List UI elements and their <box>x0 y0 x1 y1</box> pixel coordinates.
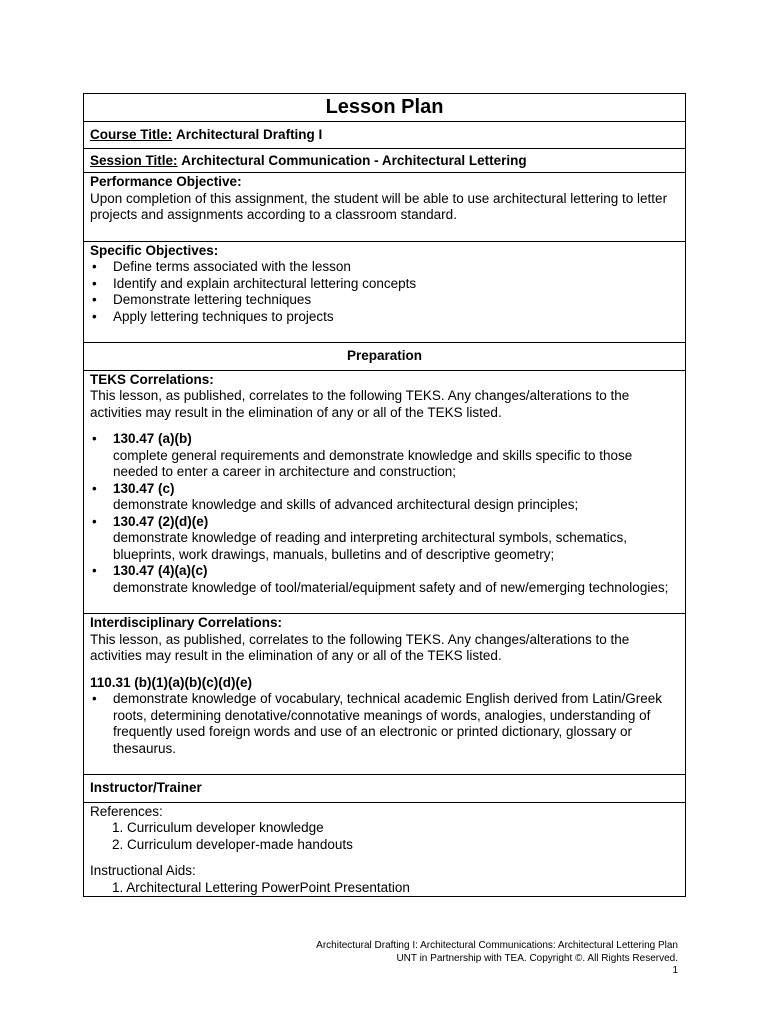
teks-correlations-cell <box>84 370 686 614</box>
teks-description: demonstrate knowledge and skills of advanced architectural design principles; <box>113 497 579 512</box>
list-item <box>90 481 679 514</box>
page-footer <box>316 940 678 978</box>
specific-objectives-heading: Specific Objectives: <box>90 242 219 258</box>
list-item <box>90 514 679 564</box>
interdisciplinary-heading: Interdisciplinary Correlations: <box>90 615 283 630</box>
page-number: 1 <box>672 965 678 976</box>
preparation-cell <box>84 343 686 371</box>
list-item: • Apply lettering techniques to projects <box>90 309 679 326</box>
teks-heading: TEKS Correlations: <box>90 371 214 387</box>
list-item: • Identify and explain architectural lettering concepts <box>90 276 679 293</box>
performance-objective-cell <box>84 173 686 242</box>
list-item: 1. Curriculum developer knowledge <box>112 820 324 835</box>
list-item: 1. Architectural Lettering PowerPoint Presentation <box>112 879 410 895</box>
list-item: • Define terms associated with the lesson <box>90 259 679 276</box>
performance-objective-text: Upon completion of this assignment, the student will be able to use architectural lettering to letter projects and assignments according to a classroom standard. <box>90 190 668 222</box>
teks-intro: This lesson, as published, correlates to the following TEKS. Any changes/alterations to the activities may result in the elimination of any or all of the TEKS listed. <box>90 388 630 420</box>
footer-document-title: Architectural Drafting I: Architectural Communications: Architectural Lettering Plan <box>316 940 678 951</box>
preparation-heading: Preparation <box>346 348 423 363</box>
footer-copyright: UNT in Partnership with TEA. Copyright ©. All Rights Reserved. <box>396 952 678 964</box>
performance-objective-heading: Performance Objective: <box>90 174 242 189</box>
instructor-heading: Instructor/Trainer <box>90 780 202 795</box>
teks-code: • 130.47 (c) <box>113 480 175 496</box>
list-item: • Demonstrate lettering techniques <box>90 292 679 309</box>
references-cell <box>84 802 686 897</box>
specific-objectives-list <box>90 259 679 325</box>
session-title-value: Architectural Communication - Architectural Lettering <box>181 153 527 168</box>
instructional-aids-list <box>90 880 679 897</box>
list-item <box>90 563 679 596</box>
specific-objectives-cell <box>84 241 686 343</box>
interdisciplinary-code: 110.31 (b)(1)(a)(b)(c)(d)(e) <box>90 674 253 690</box>
teks-code: • 130.47 (a)(b) <box>113 431 192 446</box>
teks-description: complete general requirements and demonstrate knowledge and skills specific to those needed to enter a career in architecture and construction; <box>113 447 633 479</box>
instructor-cell <box>84 775 686 803</box>
teks-list <box>90 431 679 596</box>
interdisciplinary-list <box>90 691 679 757</box>
course-title-value: Architectural Drafting I <box>176 127 323 142</box>
references-list <box>90 820 679 853</box>
list-item: • demonstrate knowledge of vocabulary, technical academic English derived from Latin/Greek roots, determining denotative/connotative meanings of words, analogies, understanding of frequently used foreign words and use of an electronic or printed dictionary, glossary or thesaurus. <box>90 691 679 757</box>
lesson-plan-title: Lesson Plan <box>84 94 686 122</box>
teks-description: demonstrate knowledge of reading and interpreting architectural symbols, schematics, blueprints, work drawings, manuals, bulletins and of descriptive geometry; <box>113 530 628 562</box>
instructional-aids-heading: Instructional Aids: <box>90 863 196 878</box>
teks-code: • 130.47 (2)(d)(e) <box>113 513 209 529</box>
interdisciplinary-intro: This lesson, as published, correlates to the following TEKS. Any changes/alterations to the activities may result in the elimination of any or all of the TEKS listed. <box>90 631 630 663</box>
teks-code: • 130.47 (4)(a)(c) <box>113 563 208 578</box>
teks-description: demonstrate knowledge of tool/material/equipment safety and of new/emerging technologies; <box>113 579 669 595</box>
list-item <box>90 431 679 481</box>
references-heading: References: <box>90 803 163 819</box>
course-title-label: Course Title: <box>90 127 173 142</box>
session-title-label: Session Title: <box>90 153 178 168</box>
course-title-cell <box>84 122 686 149</box>
list-item: 2. Curriculum developer-made handouts <box>112 836 353 852</box>
interdisciplinary-cell <box>84 614 686 775</box>
session-title-cell <box>84 149 686 173</box>
lesson-plan-table <box>83 93 686 897</box>
